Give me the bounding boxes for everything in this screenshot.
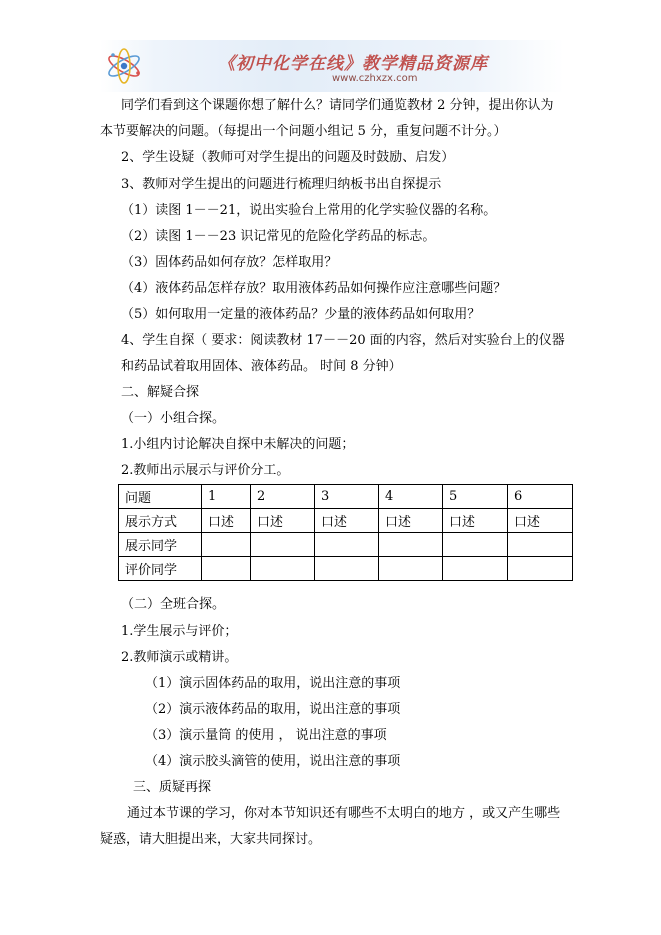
table-cell: 口述: [251, 509, 315, 533]
closing-paragraph-line2: 疑惑，请大胆提出来，大家共同探讨。: [100, 832, 322, 847]
table-cell: 3: [315, 485, 379, 509]
question-2: （2）读图 1－－23 识记常见的危险化学药品的标志。: [121, 229, 436, 244]
table-cell: 口述: [443, 509, 508, 533]
subsection-2-item-2: 2.教师演示或精讲。: [121, 650, 238, 665]
table-cell: [443, 533, 508, 557]
section-3-heading: 三、质疑再探: [133, 780, 212, 795]
table-cell: [251, 533, 315, 557]
table-row: [119, 485, 573, 509]
step-4-line2: 和药品试着取用固体、液体药品。 时间 8 分钟）: [121, 359, 402, 374]
step-2: 2、学生设疑（教师可对学生提出的问题及时鼓励、启发）: [121, 150, 455, 165]
question-1: （1）读图 1－－21，说出实验台上常用的化学实验仪器的名称。: [121, 203, 497, 218]
table-cell: 5: [443, 485, 508, 509]
table-cell: [379, 557, 443, 581]
table-cell: 6: [508, 485, 573, 509]
subsection-2-heading: （二）全班合探。: [121, 597, 226, 612]
table-cell: 评价同学: [119, 557, 202, 581]
presentation-table: [118, 484, 573, 581]
paragraph-intro-line2: 本节要解决的问题。（每提出一个问题小组记 5 分，重复问题不计分。）: [100, 124, 507, 139]
table-cell: 展示同学: [119, 533, 202, 557]
table-cell: [315, 533, 379, 557]
table-cell: [202, 557, 251, 581]
subsection-1-heading: （一）小组合探。: [121, 411, 226, 426]
question-3: （3）固体药品如何存放？怎样取用？: [121, 255, 338, 270]
table-cell: [315, 557, 379, 581]
question-4: （4）液体药品怎样存放？取用液体药品如何操作应注意哪些问题？: [121, 281, 507, 296]
table-row: [119, 533, 573, 557]
table-cell: 2: [251, 485, 315, 509]
step-4-line1: 4、学生自探（ 要求：阅读教材 17－－20 面的内容，然后对实验台上的仪器: [121, 333, 565, 348]
demo-3: （3）演示量筒 的使用 ， 说出注意的事项: [145, 728, 387, 743]
subsection-1-item-2: 2.教师出示展示与评价分工。: [121, 463, 290, 478]
table-cell: 4: [379, 485, 443, 509]
table-cell: 口述: [508, 509, 573, 533]
closing-paragraph-line1: 通过本节课的学习，你对本节知识还有哪些不太明白的地方 ，或又产生哪些: [127, 806, 561, 821]
paragraph-intro-line1: 同学们看到这个课题你想了解什么？请同学们通览教材 2 分钟，提出你认为: [121, 98, 554, 113]
demo-4: （4）演示胶头滴管的使用，说出注意的事项: [145, 754, 401, 769]
question-5: （5）如何取用一定量的液体药品？少量的液体药品如何取用？: [121, 307, 481, 322]
table-row: [119, 557, 573, 581]
atom-logo-icon: [104, 42, 144, 88]
step-3: 3、教师对学生提出的问题进行梳理归纳板书出自探提示: [121, 177, 442, 192]
table-cell: [379, 533, 443, 557]
table-cell: 问题: [119, 485, 202, 509]
table-cell: 口述: [315, 509, 379, 533]
header-banner: [100, 40, 564, 92]
table-cell: [251, 557, 315, 581]
table-cell: 口述: [202, 509, 251, 533]
table-cell: [443, 557, 508, 581]
table-cell: [508, 557, 573, 581]
table-row: [119, 509, 573, 533]
subsection-2-item-1: 1.学生展示与评价；: [121, 624, 238, 639]
site-url: www.czhxzx.com: [332, 73, 418, 84]
table-cell: 展示方式: [119, 509, 202, 533]
section-2-heading: 二、解疑合探: [121, 385, 200, 400]
table-cell: [202, 533, 251, 557]
subsection-1-item-1: 1.小组内讨论解决自探中未解决的问题；: [121, 437, 355, 452]
table-cell: [508, 533, 573, 557]
table-cell: 口述: [379, 509, 443, 533]
site-title: 《初中化学在线》教学精品资源库: [218, 54, 488, 74]
demo-1: （1）演示固体药品的取用，说出注意的事项: [145, 676, 401, 691]
demo-2: （2）演示液体药品的取用，说出注意的事项: [145, 702, 401, 717]
table-cell: 1: [202, 485, 251, 509]
